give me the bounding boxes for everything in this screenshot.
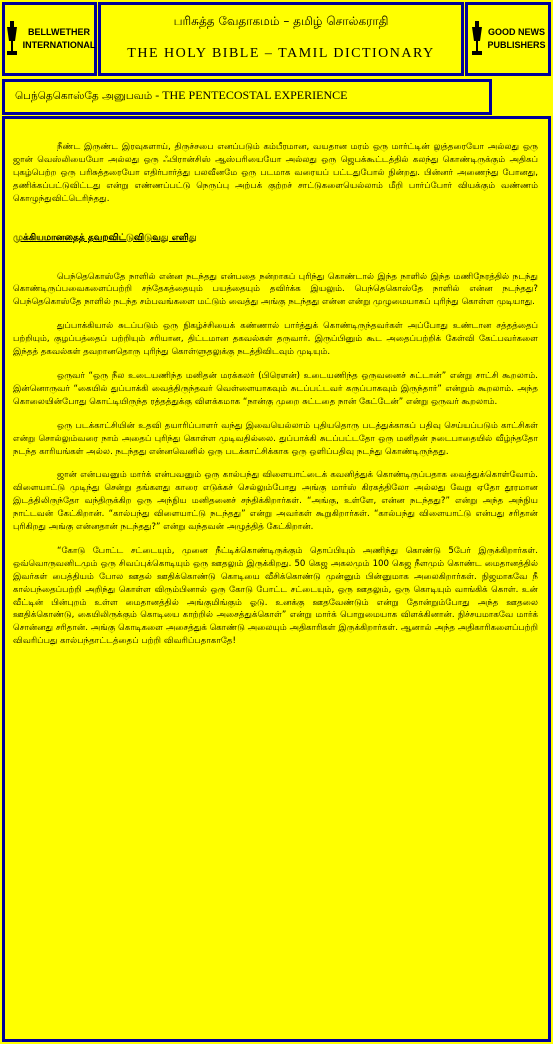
paragraph: ஒருவர் “ஒரு நீல உடையணிந்த மனிதன் மரக்கலர் (பிரௌன்) உடையணிந்த ஒருவனைச் சுட்டான்” என்று சாட்சி கூறலாம். இன்னொருவர் “கையில் துப்பாக்கி வைத்திருந்தவர் வெள்ளையாகவும் சுடப்பட்டவர் கருப்பாகவும் இருந்தார்” என்றும் கூறலாம். அந்த கொலையின்போது கொட்டியிருந்த ரத்தத்துக்கு விளக்கமாக “நான்கு முறை சுட்டதை நான் கேட்டேன்” என்று ஒருவர் கூறலாம். bbox=[13, 370, 538, 407]
right-logo-line1: GOOD NEWS bbox=[487, 27, 545, 37]
right-logo-line2: PUBLISHERS bbox=[487, 40, 546, 50]
intro-paragraph: நீண்ட இருண்ட இரவுகளாய், திருச்சபை எனப்படும் கம்பீரமான, வயதான மரம் ஒரு மார்ட்டின் லுத்தரையோ அல்லது ஒரு ஜான் வெஸ்லியையோ அல்லது ஒரு ஃபிரான்சிஸ் ஆஸ்பரியையோ அல்லது ஒரு ஜெபக்கூட்டத்தில் கலந்து கொண்டிருக்கும் அதிகப் புகழ்பெற்ற ஒரு பரிசுத்தரையோ எதிர்பார்த்து பலவீனமே ஒரு படமாக வரையப் பட்டதுபோல் நின்றது. பின்னர் அணைந்து போனது, தணிக்கப்பட்டுவிட்டது என்று எண்ணப்பட்டு நெருப்பு அற்பக் குற்றச் சாட்டுகளையெல்லாம் மீறி பார்ப்போர் வியக்கும் வண்ணம் கொழுந்துவிட்டெரிந்தது. bbox=[13, 142, 538, 204]
article-box bbox=[2, 116, 551, 1042]
left-logo-line1: BELLWETHER bbox=[28, 27, 90, 37]
lamp-icon bbox=[4, 19, 20, 59]
left-logo-line2: INTERNATIONAL bbox=[22, 40, 96, 50]
title-tamil: பரிசுத்த வேதாகமம் – தமிழ் சொல்கராதி bbox=[173, 14, 389, 28]
bellwether-logo-box bbox=[2, 2, 97, 76]
section-title bbox=[15, 88, 347, 103]
paragraph: ஒரு படக்காட்சியின் உதவி தயாரிப்பாளர் வந்து இவையெல்லாம் புதியதொரு படத்துக்காகப் பதிவு செய்யப்படும் காட்சிகள் என்று சொல்லும்வரை நாம் அதைப் புரிந்து கொள்ள முடிவதில்லை. துப்பாக்கி சுடப்பட்டதோ ஒரு மனிதன் நடைபாதையில் வீழ்ந்ததோ நடந்த காரியங்கள் அல்ல. நடந்தது என்னவெனில் ஒரு படக்காட்சிக்காக ஒரு ஒளிப்பதிவு நடந்து கொண்டிருந்தது. bbox=[13, 420, 538, 457]
subheading: முக்கியமானதைத் தவறவிட்டுவிடுவது எளிது bbox=[13, 232, 197, 243]
paragraph: பெந்தெகொஸ்தே நாளில் என்ன நடந்தது என்பதை நன்றாகப் புரிந்து கொண்டால் இந்த நாளில் இந்த மணிநேரத்தில் நடந்து கொண்டிருப்பவைகளைப்பற்றி சந்தேகத்தையும் பயத்தையும் தவிர்க்க இயலும். பெந்தெகொஸ்தே நாளில் என்ன நடந்தது? பெந்தெகொஸ்தே நாளில் நடந்த சம்பவங்களை மட்டும் வைத்து அங்கு நடந்தது என்ன என்று முழுமையாகப் புரிந்து கொள்ள முடியாது. bbox=[13, 271, 538, 308]
section-title-box bbox=[2, 79, 492, 115]
section-title-separator: - bbox=[152, 88, 163, 102]
paragraph: துப்பாக்கியால் சுடப்படும் ஒரு நிகழ்ச்சியைக் கண்ணால் பார்த்துக் கொண்டிருந்தவர்கள் அப்போது உண்டான சத்தத்தைப் பற்றியும், குழப்பத்தைப் பற்றியும் சரியான, திட்டமான தகவல்கள் தருவார். இருப்பினும் கூட அதைப்பற்றிக் கேள்வி கேட்பவர்களை இந்தத் தகவல்கள் தவறானதொரு புரிந்து கொள்ளுதலுக்கு நடத்திவிடவும் முடியும். bbox=[13, 321, 538, 358]
section-title-english: THE PENTECOSTAL EXPERIENCE bbox=[162, 88, 348, 102]
paragraph: “கோடு போட்ட சட்டையும், முனை நீட்டிக்கொண்டிருக்கும் தொப்பியும் அணிந்து கொண்டு 5பேர் இருக்கிறார்கள். ஒவ்வொருவனிடமும் ஒரு சிவப்புக்கொடியும் ஒரு ஊதலும் இருக்கிறது. 50 கெஜ அகலமும் 100 கெஜ நீளமும் கொண்ட மைதானத்தில் இவர்கள் பைத்தியம் போல ஊதல் ஊதிக்கொண்டு கொடியை வீசிக்கொண்டு முன்னும் பின்னுமாக அலைகிறார்கள். நிஜமாகவே நீ கால்பந்தைப்பற்றி அறிந்து கொள்ள விரும்பினால் ஒரு கோடு போட்ட சட்டையும், ஒரு ஊதலும், ஒரு கொடியும் வாங்கிக் கொள். உன் வீட்டின் பின்புறம் உள்ள மைதானத்தில் அங்குமிங்கும் ஓடு. உனக்கு ஊதவேண்டும் என்று தோன்றும்போது அந்த ஊதலை ஊதிக்கொண்டு, கையிலிருக்கும் கொடியை காற்றில் அசைத்துக்கொள்” என்று மார்க் பொறுமையாக விளக்கினான். நிச்சயமாகவே மார்க் சொன்னது சரிதான். அங்கு கொடிகளை அசைத்துக் கொண்டு அலையும் அதிகாரிகள் இருக்கிறார்கள். ஆனால் அந்த அதிகாரிகளைப்பற்றி விவரிப்பது கால்பந்தாட்டத்தைப் பற்றி விவரிப்பதாகாதே! bbox=[13, 545, 538, 647]
good-news-logo-box bbox=[465, 2, 551, 76]
lamp-icon bbox=[470, 19, 484, 59]
title-box bbox=[98, 2, 464, 76]
section-title-tamil: பெந்தெகொஸ்தே அனுபவம் bbox=[15, 90, 153, 102]
title-english: THE HOLY BIBLE – TAMIL DICTIONARY bbox=[127, 46, 435, 61]
paragraph: ஜான் என்பவனும் மார்க் என்பவனும் ஒரு கால்பந்து விளையாட்டைக் கவனித்துக் கொண்டிருப்பதாக வைத்துக்கொள்வோம். விளையாட்டு முடிந்து சென்று தங்களது காரை எடுக்கச் செல்லும்போது அங்கு மார்ஸ் கிரகத்திலோ அல்லது வேறு ஏதோ தூரமான இடத்திலிருந்தோ வந்திருக்கிற ஒரு அந்நிய மனிதனைச் சந்திக்கிறார்கள். “அங்கு, உள்ளே, என்ன நடந்தது?” என்று அந்த அந்நிய நாட்டவன் கேட்கிறான். “கால்பந்து விளையாட்டு நடந்தது” என்று அவர்கள் கூறுகிறார்கள். “கால்பந்து விளையாட்டு என்பது சரிதான் புரிகிறது அங்கு என்னதான் நடந்தது?” என்று வந்தவன் அழுத்தித் கேட்கிறான். bbox=[13, 470, 538, 533]
